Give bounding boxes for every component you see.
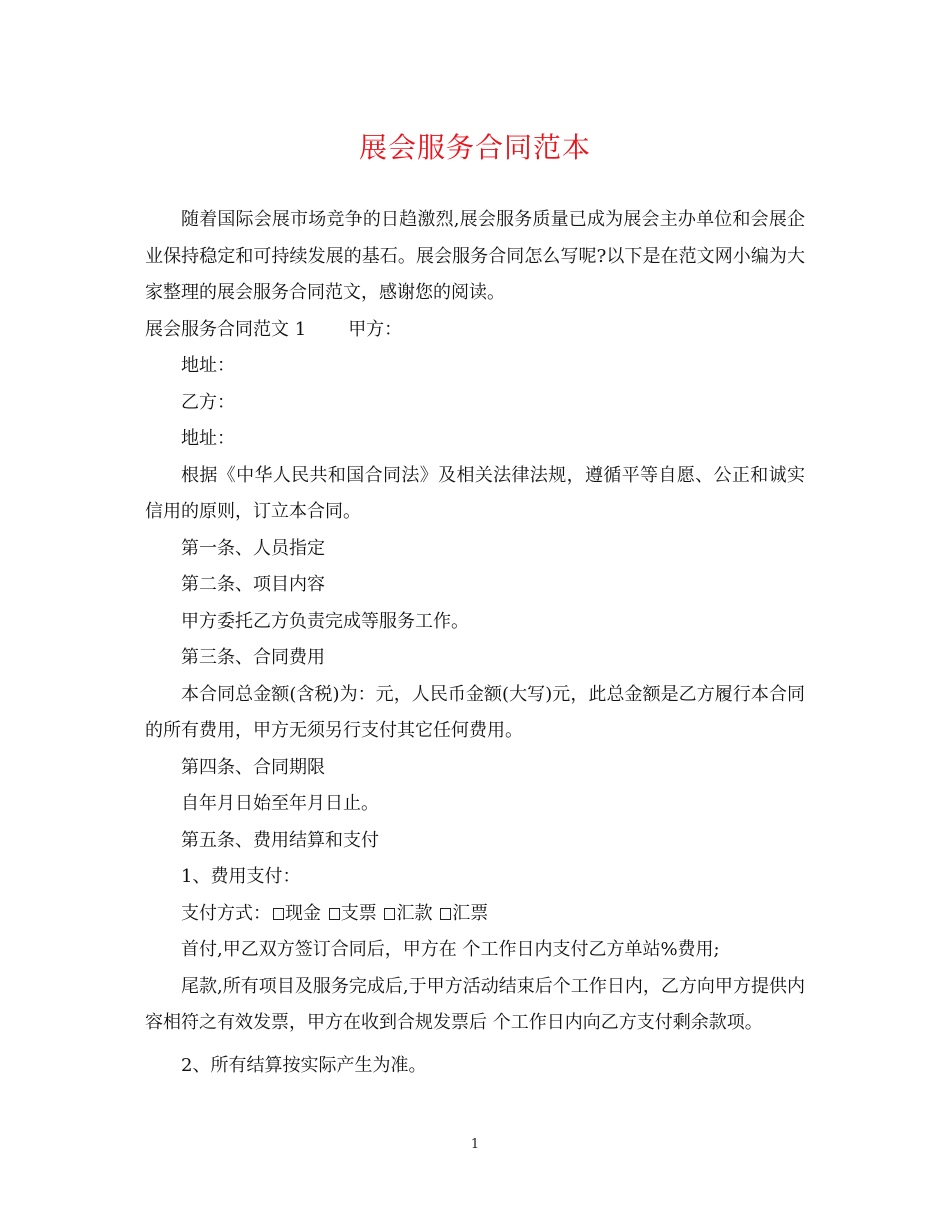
article-4-text: 自年月日始至年月日止。 xyxy=(181,793,379,814)
final-payment-paragraph: 尾款,所有项目及服务完成后,于甲方活动结束后个工作日内，乙方向甲方提供内容相符之有效发票，甲方在收到合规发票后 个工作日内向乙方支付剩余款项。 xyxy=(145,975,805,1033)
settlement-paragraph: 2、所有结算按实际产生为准。 xyxy=(181,1054,427,1076)
article-2-heading: 第二条、项目内容 xyxy=(181,574,325,595)
sample-heading: 展会服务合同范文 1 xyxy=(145,318,307,340)
party-b-address: 地址： xyxy=(181,428,235,449)
checkbox-icon xyxy=(273,908,284,920)
article-3-heading: 第三条、合同费用 xyxy=(181,647,325,668)
page-number: 1 xyxy=(470,1137,480,1152)
article-4-heading: 第四条、合同期限 xyxy=(181,756,325,778)
article-1-heading: 第一条、人员指定 xyxy=(181,537,325,559)
party-a-label: 甲方： xyxy=(348,318,403,340)
payment-option-draft: 汇票 xyxy=(452,902,489,924)
checkbox-icon xyxy=(440,908,451,920)
article-5-heading: 第五条、费用结算和支付 xyxy=(181,829,379,851)
document-title: 展会服务合同范本 xyxy=(358,131,591,164)
payment-option-cash: 现金 xyxy=(285,902,321,924)
checkbox-icon xyxy=(384,908,395,920)
preamble-paragraph: 根据《中华人民共和国合同法》及相关法律法规，遵循平等自愿、公正和诚实信用的原则，订立本合同。 xyxy=(145,464,805,522)
sample-heading-line xyxy=(145,312,805,349)
payment-method-line xyxy=(145,896,805,933)
payment-option-transfer: 汇款 xyxy=(396,902,433,924)
article-3-text: 本合同总金额(含税)为：元，人民币金额(大写)元，此总金额是乙方履行本合同的所有费用，甲方无须另行支付其它任何费用。 xyxy=(145,683,805,741)
article-2-text: 甲方委托乙方负责完成等服务工作。 xyxy=(181,610,469,632)
party-a-address: 地址： xyxy=(181,355,235,376)
intro-paragraph: 随着国际会展市场竞争的日趋激烈,展会服务质量已成为展会主办单位和会展企业保持稳定和可持续发展的基石。展会服务合同怎么写呢?以下是在范文网小编为大家整理的展会服务合同范文，感谢您的阅读。 xyxy=(145,209,805,303)
payment-method-label: 支付方式： xyxy=(181,902,271,924)
checkbox-icon xyxy=(329,908,340,920)
payment-option-check: 支票 xyxy=(340,902,377,924)
party-b-label: 乙方： xyxy=(181,391,235,413)
document-body xyxy=(145,202,805,1084)
down-payment-paragraph: 首付,甲乙双方签订合同后，甲方在 个工作日内支付乙方单站%费用; xyxy=(181,939,720,960)
payment-heading: 1、费用支付： xyxy=(181,866,301,887)
